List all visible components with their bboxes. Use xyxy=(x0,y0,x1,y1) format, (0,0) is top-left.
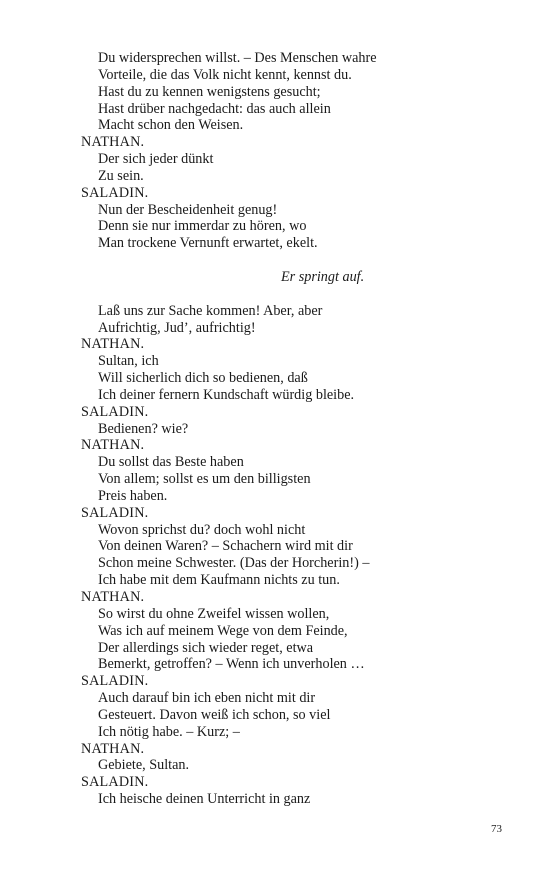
drama-text xyxy=(81,50,481,808)
verse-line: So wirst du ohne Zweifel wissen wollen, xyxy=(98,605,330,622)
speaker-name: NATHAN. xyxy=(81,134,145,151)
verse-line: Von allem; sollst es um den billigsten xyxy=(98,471,311,488)
verse-line: Wovon sprichst du? doch wohl nicht xyxy=(98,521,306,538)
blank-line xyxy=(81,252,481,269)
verse-line: Auch darauf bin ich eben nicht mit dir xyxy=(98,690,316,707)
blank-line xyxy=(81,286,481,303)
verse-line: Hast du zu kennen wenigstens gesucht; xyxy=(98,83,321,100)
verse-line: Bedienen? wie? xyxy=(98,420,189,437)
verse-line: Du widersprechen willst. – Des Menschen wahre xyxy=(98,50,377,66)
speaker-name: SALADIN. xyxy=(81,184,149,201)
verse-line: Aufrichtig, Jud’, aufrichtig! xyxy=(98,319,256,336)
verse-line: Schon meine Schwester. (Das der Horcherin!) – xyxy=(98,555,370,572)
verse-line: Man trockene Vernunft erwartet, ekelt. xyxy=(98,235,318,252)
stage-direction: Er springt auf. xyxy=(281,268,365,285)
verse-line: Der allerdings sich wieder reget, etwa xyxy=(98,639,314,656)
verse-line: Ich habe mit dem Kaufmann nichts zu tun. xyxy=(98,572,340,589)
verse-line: Laß uns zur Sache kommen! Aber, aber xyxy=(98,302,323,319)
verse-line: Du sollst das Beste haben xyxy=(98,454,244,471)
verse-line: Nun der Bescheidenheit genug! xyxy=(98,201,278,218)
speaker-name: NATHAN. xyxy=(81,740,145,757)
verse-line: Preis haben. xyxy=(98,487,168,504)
verse-line: Gebiete, Sultan. xyxy=(98,757,190,774)
speaker-name: SALADIN. xyxy=(81,774,149,791)
speaker-name: NATHAN. xyxy=(81,589,145,605)
verse-line: Ich deiner fernern Kundschaft würdig bleibe. xyxy=(98,386,355,403)
verse-line: Denn sie nur immerdar zu hören, wo xyxy=(98,218,307,235)
speaker-name: NATHAN. xyxy=(81,336,145,353)
verse-line: Sultan, ich xyxy=(98,353,159,370)
verse-line: Will sicherlich dich so bedienen, daß xyxy=(98,370,308,387)
page-number: 73 xyxy=(491,823,502,835)
verse-line: Zu sein. xyxy=(98,167,144,184)
speaker-name: SALADIN. xyxy=(81,504,149,521)
verse-line: Vorteile, die das Volk nicht kennt, kennst du. xyxy=(98,66,352,83)
speaker-name: NATHAN. xyxy=(81,437,145,454)
verse-line: Von deinen Waren? – Schachern wird mit dir xyxy=(98,538,353,555)
verse-line: Ich nötig habe. – Kurz; – xyxy=(98,723,240,740)
verse-line: Was ich auf meinem Wege von dem Feinde, xyxy=(98,622,348,639)
verse-line: Bemerkt, getroffen? – Wenn ich unverholen … xyxy=(98,656,365,673)
verse-line: Gesteuert. Davon weiß ich schon, so viel xyxy=(98,706,331,723)
verse-line: Hast drüber nachgedacht: das auch allein xyxy=(98,100,331,117)
speaker-name: SALADIN. xyxy=(81,673,149,690)
verse-line: Der sich jeder dünkt xyxy=(98,151,214,168)
verse-line: Ich heische deinen Unterricht in ganz xyxy=(98,791,311,808)
speaker-name: SALADIN. xyxy=(81,403,149,420)
verse-line: Macht schon den Weisen. xyxy=(98,117,244,134)
